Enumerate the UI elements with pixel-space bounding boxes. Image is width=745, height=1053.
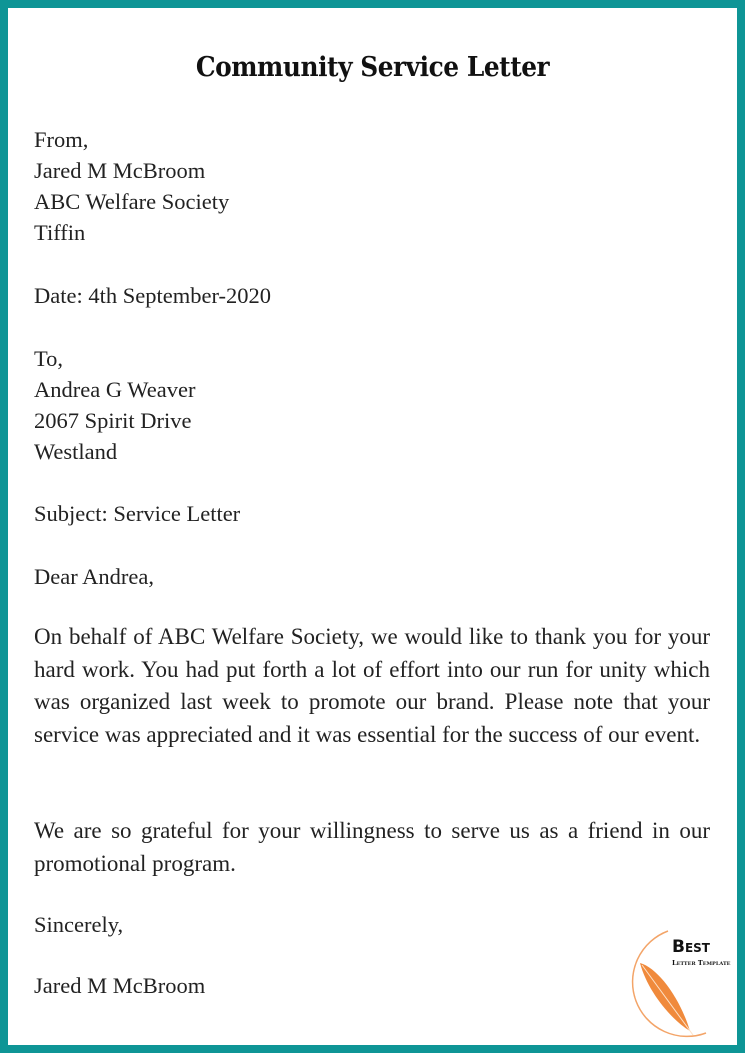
body-paragraph-1: On behalf of ABC Welfare Society, we would like to thank you for your hard work. You had put forth a lot of effort into our run for unity which was organized last week to promote our brand. Please note that your service was appreciated and it was essential for the success of our event. xyxy=(34,624,710,747)
sender-organization: ABC Welfare Society xyxy=(34,189,230,214)
signature: Jared M McBroom xyxy=(34,973,206,998)
to-label: To, xyxy=(34,346,64,371)
letter-date: Date: 4th September-2020 xyxy=(34,283,271,308)
brand-logo xyxy=(618,923,743,1048)
recipient-name: Andrea G Weaver xyxy=(34,377,196,402)
recipient-city: Westland xyxy=(34,439,118,464)
from-label: From, xyxy=(34,127,89,152)
logo-title: Best xyxy=(672,937,710,957)
sender-name: Jared M McBroom xyxy=(34,158,206,183)
logo-subtitle: Letter Template xyxy=(672,959,731,967)
sender-city: Tiffin xyxy=(34,220,86,245)
recipient-street: 2067 Spirit Drive xyxy=(34,408,192,433)
salutation: Dear Andrea, xyxy=(34,564,154,589)
letter-page xyxy=(8,8,737,1045)
body-paragraph-2: We are so grateful for your willingness to serve us as a friend in our promotional program. xyxy=(34,818,710,876)
subject-line: Subject: Service Letter xyxy=(34,501,241,526)
closing: Sincerely, xyxy=(34,912,124,937)
page-title: Community Service Letter xyxy=(195,52,550,83)
